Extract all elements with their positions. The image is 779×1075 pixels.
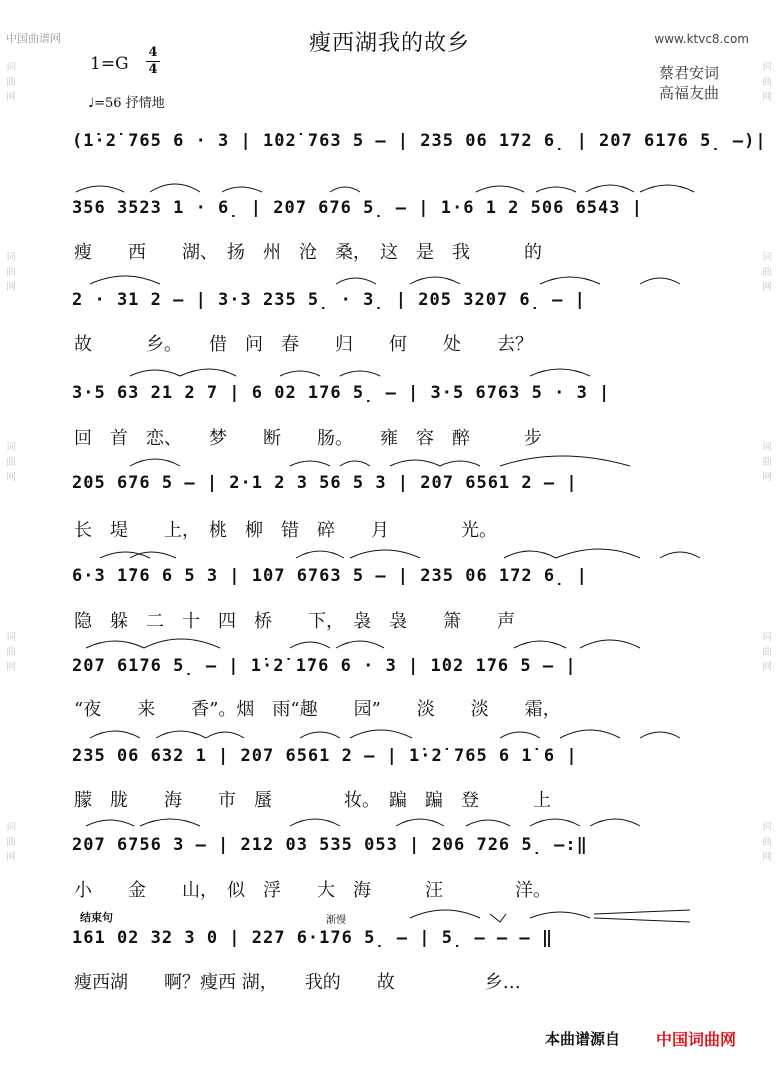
slur [514,641,566,648]
side-watermark-left: 词 曲 网 [6,442,16,483]
lyric-line: 朦 胧 海 市 蜃 妆。 蹁 蹁 登 上 [74,790,551,811]
slur [130,370,180,376]
lyric-line: 隐 躲 二 十 四 桥 下， 袅 袅 箫 声 [74,611,515,632]
slur [90,276,160,284]
song-title: 瘦西湖我的故乡 [308,31,470,56]
notation-text: 161 02 32 3 0 | 227 6·176 5̣ – | 5̣ – – – ‖ [72,928,554,948]
source-link[interactable]: 中国词曲网 [656,1030,737,1049]
watermark-url: www.ktvc8.com [654,32,749,46]
slur [300,732,340,738]
lyric-line: 长 堤 上， 桃 柳 错 碎 月 光。 [74,520,497,541]
meter-top: 4 [148,45,158,60]
slur [500,732,540,738]
slur [290,819,340,826]
slur [540,277,600,284]
breath-mark [490,914,506,922]
slur [410,277,460,284]
slur [130,459,180,466]
lyric-line: “夜 来 香”。烟 雨“趣 园” 淡 淡 霜， [74,699,561,720]
slur [536,187,576,192]
slur [556,549,640,558]
slur [180,369,236,376]
slur [330,187,360,192]
ending-label: 结束句 [80,911,113,924]
lyricist-credit: 蔡君安词 [658,64,719,82]
slur [140,819,200,826]
dynamic-marking: 渐慢 [326,915,346,926]
slur [340,461,370,466]
source-label: 本曲谱源自 [545,1030,621,1048]
watermark-site-left: 中国曲谱网 [6,32,61,45]
notation-text: 6·3 1̇76 6 5 3 | 1̇07 6763 5 – | 235 06 172 6̣ | [72,566,588,586]
slur [350,730,412,738]
slur [86,641,144,648]
slur [280,371,320,376]
notation-text: 3·5 63 21 2 7 | 6 02 176 5̣ – | 3·5 6763 5 · 3 | [72,383,611,403]
side-watermark-right: 词 曲 网 [762,252,772,293]
lyric-line: 瘦西湖 啊？瘦西 湖， 我的 故 乡… [74,972,521,993]
slur [144,639,220,648]
notation-text: 207 6176 5̣ – | 1̇·2̇ 1̇76 6 · 3 | 1̇02 1̇76 5 – | [72,656,577,676]
slur [90,731,140,738]
side-watermark-right: 词 曲 网 [762,62,772,103]
slur [396,819,444,826]
lyric-line: 回 首 恋、 梦 断 肠。 雍 容 醉 步 [74,428,542,449]
composer-credit: 高福友曲 [658,84,719,102]
notation-text: 207 6756 3 – | 212 03 535 053 | 206 726 5̣ –:‖ [72,835,588,855]
notation-text: 356 3523 1 · 6̣ | 207 676 5̣ – | 1·6 1 2 506 6543 | [72,198,643,218]
slur [660,552,700,558]
slur [504,551,556,558]
slur [350,550,420,558]
slur [86,820,134,826]
slur [290,461,330,466]
side-watermark-right: 词 曲 网 [762,632,772,673]
slur [296,551,344,558]
lyric-line: 瘦 西 湖、 扬 州 沧 桑， 这 是 我 的 [74,242,542,263]
notation-text: 2 · 31 2 – | 3·3 235 5̣ · 3̣ | 205 3207 6̣ – | [72,290,586,310]
notation-text: 235 06 632 1 | 207 6561 2 – | 1̇·2̇ 765 6 1̇ 6 | [72,746,578,766]
slur [336,278,376,284]
notation-text: 205 676 5 – | 2·1 2 3 56 5 3 | 207 6561 2 – | [72,473,578,493]
side-watermark-right: 词 曲 网 [762,442,772,483]
slur [640,732,680,738]
slur [410,910,480,918]
slur [466,820,510,826]
side-watermark-left: 词 曲 网 [6,822,16,863]
slur [530,819,580,826]
slur [530,369,590,376]
slur [336,641,384,648]
slur [640,278,680,284]
key-signature: 1=G [90,54,129,74]
slur [440,461,480,466]
slur [580,640,640,648]
slur [76,186,124,192]
side-watermark-left: 词 曲 网 [6,252,16,293]
slur [290,642,330,648]
lyric-line: 故 乡。 借 问 春 归 何 处 去？ [74,334,533,355]
side-watermark-left: 词 曲 网 [6,62,16,103]
slur [640,185,694,192]
slur [590,819,640,826]
side-watermark-left: 词 曲 网 [6,632,16,673]
slur [390,460,440,466]
side-watermark-right: 词 曲 网 [762,822,772,863]
slur [586,185,634,192]
slur [476,186,524,192]
slur [340,371,380,376]
notation-text: (1̇·2̇ 765 6 · 3 | 1̇02̇ 763 5 – | 235 06 172 6̣ | 207 6176 5̣ –)| [72,131,767,151]
slur [156,731,206,738]
slur [560,730,620,738]
decrescendo-hairpin [594,910,690,922]
slur [530,912,590,918]
lyric-line: 小 金 山， 似 浮 大 海 汪 洋。 [74,880,551,901]
meter-bottom: 4 [148,62,158,77]
slur [150,184,200,192]
slur [222,187,262,192]
tempo-marking: ♩=56 抒情地 [88,96,165,111]
slur [500,456,630,466]
slur [206,732,244,738]
